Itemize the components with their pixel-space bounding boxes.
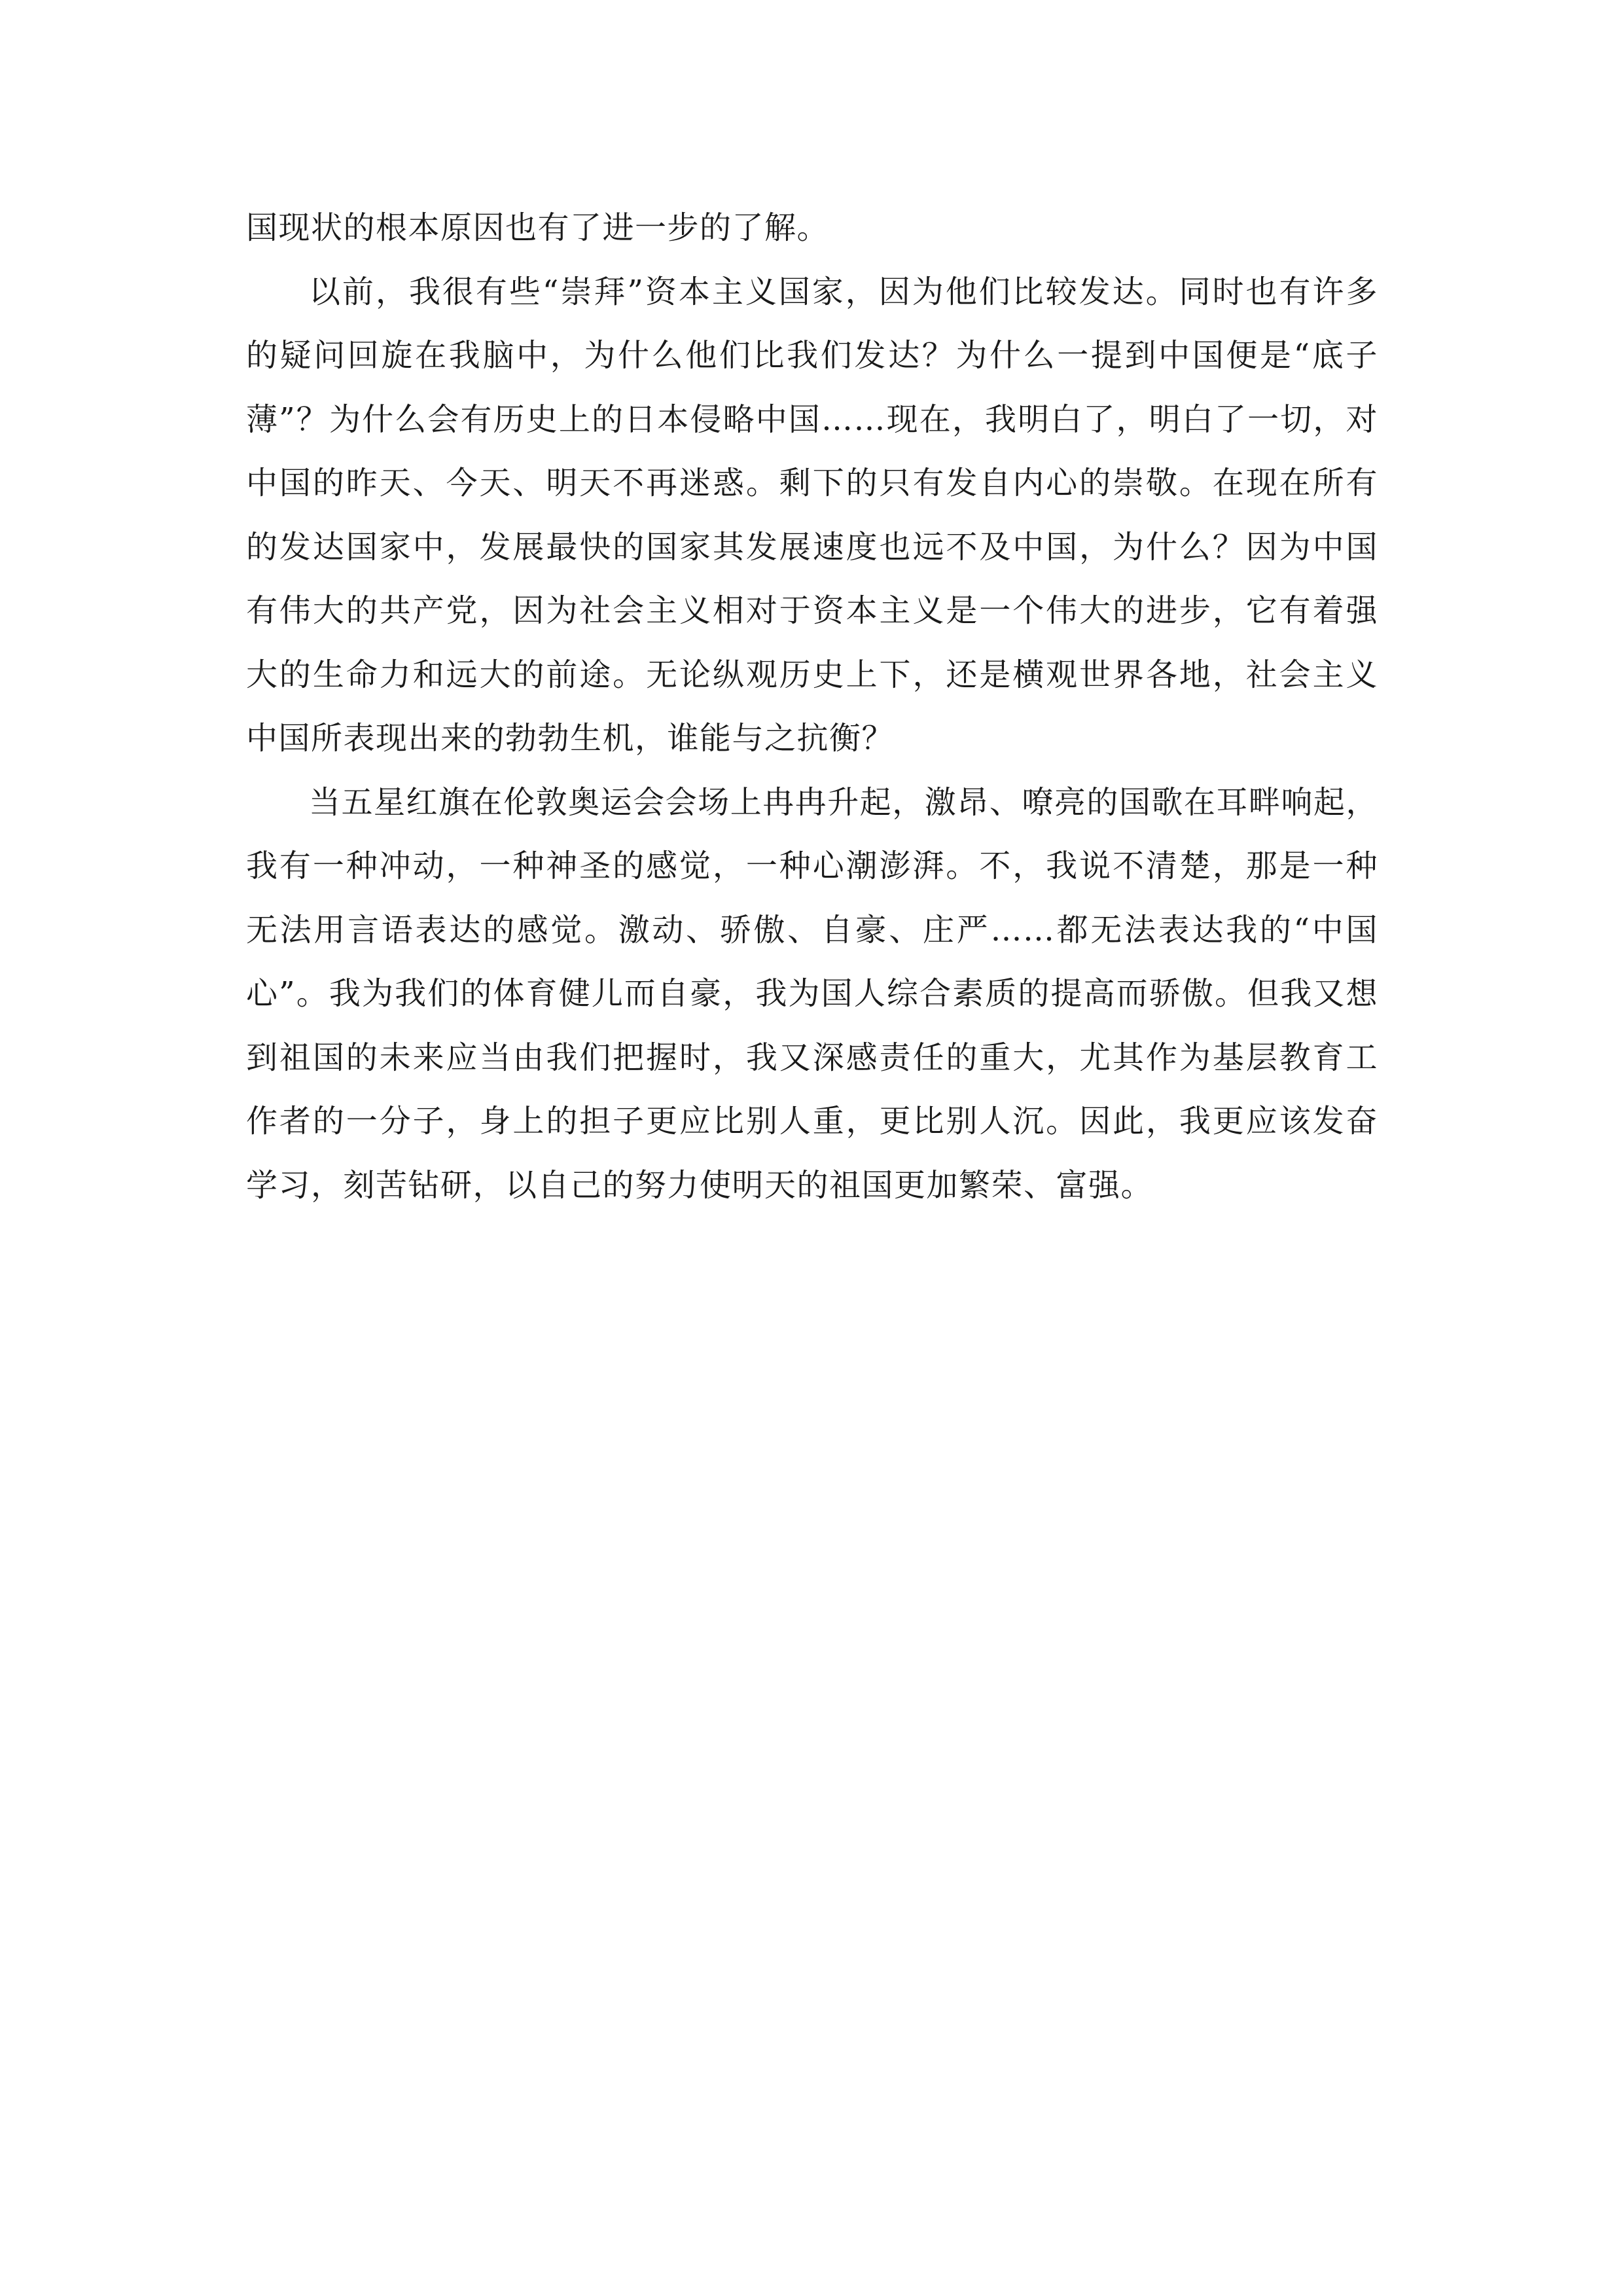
document-body — [246, 196, 1378, 1217]
paragraph-admiration: 以前，我很有些“崇拜”资本主义国家，因为他们比较发达。同时也有许多的疑问回旋在我脑中，为什么他们比我们发达？为什么一提到中国便是“底子薄”？为什么会有历史上的日本侵略中国……现在，我明白了，明白了一切，对中国的昨天、今天、明天不再迷惑。剩下的只有发自内心的崇敬。在现在所有的发达国家中，发展最快的国家其发展速度也远不及中国，为什么？因为中国有伟大的共产党，因为社会主义相对于资本主义是一个伟大的进步，它有着强大的生命力和远大的前途。无论纵观历史上下，还是横观世界各地，社会主义中国所表现出来的勃勃生机，谁能与之抗衡？ — [246, 273, 1378, 757]
paragraph-olympics: 当五星红旗在伦敦奥运会会场上冉冉升起，激昂、嘹亮的国歌在耳畔响起，我有一种冲动，一种神圣的感觉，一种心潮澎湃。不，我说不清楚，那是一种无法用言语表达的感觉。激动、骄傲、自豪、庄严……都无法表达我的“中国心”。我为我们的体育健儿而自豪，我为国人综合素质的提高而骄傲。但我又想到祖国的未来应当由我们把握时，我又深感责任的重大，尤其作为基层教育工作者的一分子，身上的担子更应比别人重，更比别人沉。因此，我更应该发奋学习，刻苦钻研，以自己的努力使明天的祖国更加繁荣、富强。 — [246, 783, 1378, 1204]
paragraph-continuation: 国现状的根本原因也有了进一步的了解。 — [246, 209, 830, 246]
